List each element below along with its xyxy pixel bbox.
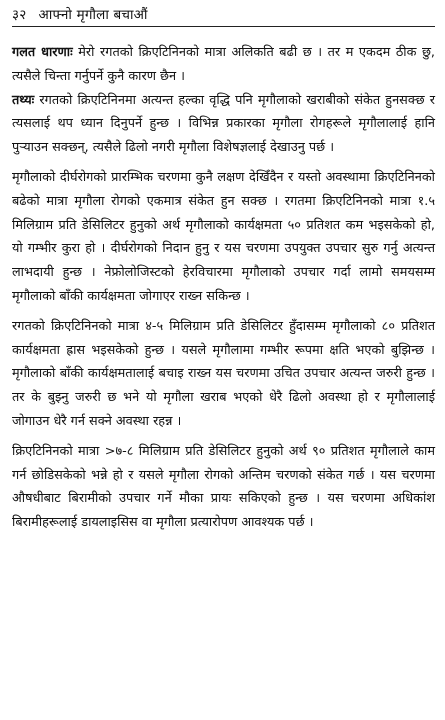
running-header	[12, 6, 435, 27]
fact-text: रगतको क्रिएटिनिनमा अत्यन्त हल्का वृद्धि पनि मृगौलाको खराबीको संकेत हुनसक्छ र त्यसलाई थप ध्यान दिनुपर्ने हुन्छ । विभिन्न प्रकारका मृगौला रोगहरूले मृगौलालाई हानि पुऱ्याउन सक्छन्, त्यसैले ढिलो नगरी मृगौला विशेषज्ञलाई देखाउनु पर्छ ।	[12, 92, 435, 156]
body-paragraph-1: मृगौलाको दीर्घरोगको प्रारम्भिक चरणमा कुनै लक्षण देखिँदैन र यस्तो अवस्थामा क्रिएटिनिनको बढेको मात्रा मृगौला रोगको एकमात्र संकेत हुन सक्छ । रगतमा क्रिएटिनिनको मात्रा १.५ मिलिग्राम प्रति डेसिलिटर हुनुको अर्थ मृगौलाको कार्यक्षमता ५० प्रतिशत कम भइसकेको हो, यो गम्भीर कुरा हो । दीर्घरोगको निदान हुनु र यस चरणमा उपयुक्त उपचार सुरु गर्नु अत्यन्त लाभदायी हुन्छ । नेफ्रोलोजिस्टको हेरविचारमा मृगौलाको उपचार गर्दा लामो समयसम्म मृगौलाको बाँकी कार्यक्षमता जोगाएर राख्न सकिन्छ ।	[12, 169, 435, 304]
page-number: ३२	[12, 7, 27, 23]
fact-label: तथ्यः	[12, 92, 35, 108]
body-paragraph-2: रगतको क्रिएटिनिनको मात्रा ४-५ मिलिग्राम प्रति डेसिलिटर हुँदासम्म मृगौलाको ८० प्रतिशत कार्यक्षमता ह्रास भइसकेको हुन्छ । यसले मृगौलामा गम्भीर रूपमा क्षति भएको बुझिन्छ । मृगौलाको बाँकी कार्यक्षमतालाई बचाइ राख्न यस चरणमा उचित उपचार अत्यन्त जरुरी हुन्छ । तर के बुझ्नु जरुरी छ भने यो मृगौला खराब भएको धेरै ढिलो अवस्था हो र मृगौलालाई जोगाउन धेरै गर्न सक्ने अवस्था रहन्न ।	[12, 318, 435, 429]
body-paragraph-3: क्रिएटिनिनको मात्रा >७-८ मिलिग्राम प्रति डेसिलिटर हुनुको अर्थ ९० प्रतिशत मृगौलाले काम गर्न छोडिसकेको भन्ने हो र यसले मृगौला रोगको अन्तिम चरणको संकेत गर्छ । यस चरणमा औषधीबाट बिरामीको उपचार गर्ने मौका प्रायः सकिएको हुन्छ । यस चरणमा अधिकांश बिरामीहरूलाई डायलाइसिस वा मृगौला प्रत्यारोपण आवश्यक पर्छ ।	[12, 443, 435, 531]
misconception-text: मेरो रगतको क्रिएटिनिनको मात्रा अलिकति बढी छ । तर म एकदम ठीक छु, त्यसैले चिन्ता गर्नुपर्ने कुनै कारण छैन ।	[12, 45, 436, 84]
fact-paragraph	[12, 89, 435, 160]
page-body	[12, 41, 435, 535]
misconception-label: गलत धारणाः	[12, 45, 73, 60]
misconception-paragraph	[12, 41, 435, 89]
running-title: आफ्नो मृगौला बचाऔं	[38, 7, 148, 23]
